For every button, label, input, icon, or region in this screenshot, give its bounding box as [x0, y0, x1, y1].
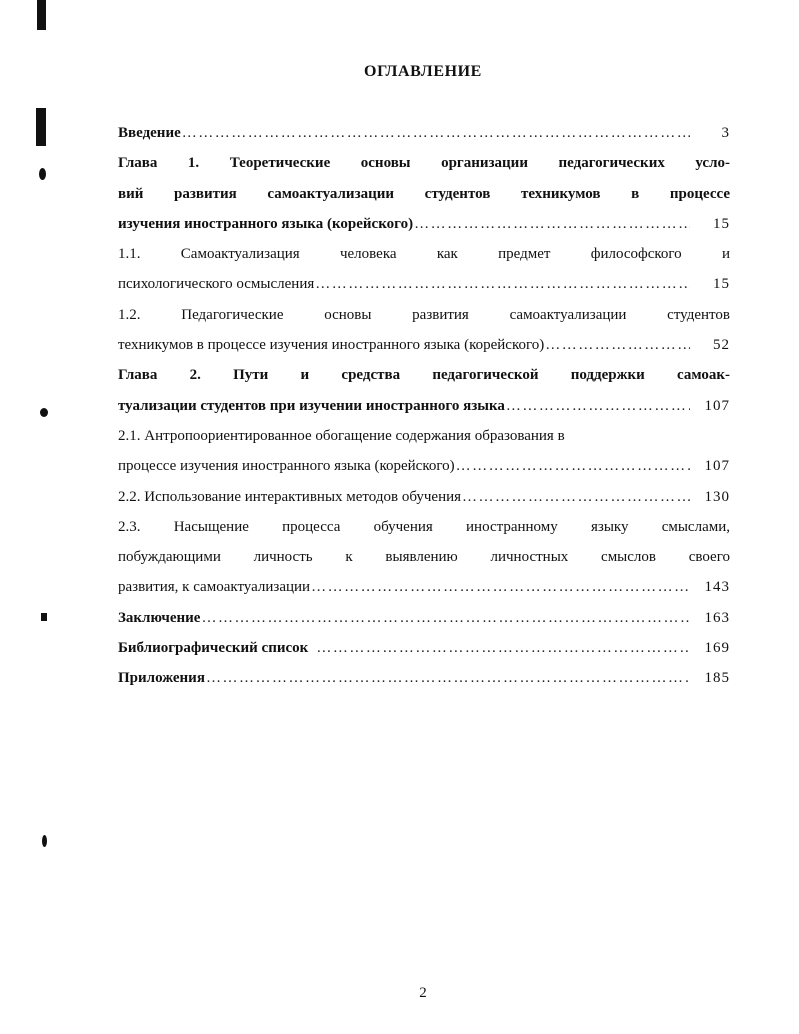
toc-entry-appendices[interactable] — [118, 663, 730, 693]
leader-dots — [201, 603, 690, 633]
toc-entry-section-2-1[interactable] — [118, 421, 730, 451]
leader-dots — [316, 633, 690, 663]
toc-page-number: 107 — [704, 458, 730, 475]
leader-dots — [315, 269, 690, 299]
toc-entry-section-1-2[interactable]: 1.2. Педагогические основы развития самоактуализации студентов — [118, 306, 730, 323]
toc-entry-section-1-2-last — [118, 330, 730, 360]
toc-entry-chapter-1-cont: вий развития самоактуализации студентов техникумов в процессе — [118, 185, 730, 202]
toc-entry-section-2-1-last — [118, 451, 730, 481]
toc-entry-chapter-2-last — [118, 391, 730, 421]
toc-entry-text: развития, к самоактуализации — [118, 579, 311, 596]
toc-entry-text: Библиографический список — [118, 640, 309, 657]
toc-entry-text: 2.2. Использование интерактивных методов обучения — [118, 488, 462, 505]
toc-page-number: 107 — [704, 397, 730, 414]
toc-page-number: 3 — [721, 125, 730, 141]
toc-entry-intro[interactable] — [118, 118, 730, 148]
toc-page-number: 143 — [704, 579, 730, 596]
page-title: ОГЛАВЛЕНИЕ — [364, 63, 482, 80]
toc-entry-text: Заключение — [118, 609, 201, 626]
toc-entry-section-1-1-last — [118, 269, 730, 299]
scan-artifact — [40, 408, 48, 417]
scan-artifact — [37, 0, 46, 30]
toc-page-number: 52 — [713, 337, 730, 354]
toc-entry-section-2-2[interactable] — [118, 482, 730, 512]
toc-page-number: 163 — [704, 609, 730, 626]
toc-entry-conclusion[interactable] — [118, 603, 730, 633]
table-of-contents — [118, 118, 730, 694]
toc-page-number: 15 — [713, 276, 730, 293]
toc-entry-text: психологического осмысления — [118, 276, 315, 293]
toc-entry-text: техникумов в процессе изучения иностранного языка (корейского) — [118, 337, 545, 354]
scan-artifact — [41, 613, 47, 621]
leader-dots — [182, 118, 690, 148]
leader-dots — [462, 482, 690, 512]
leader-dots — [414, 209, 690, 239]
leader-dots — [456, 451, 690, 481]
toc-page-number: 15 — [713, 215, 730, 232]
toc-entry-text: Введение — [118, 125, 181, 141]
scan-artifact — [42, 835, 47, 847]
toc-entry-section-1-1[interactable]: 1.1. Самоактуализация человека как предмет философского и — [118, 246, 730, 263]
toc-entry-section-2-3-cont: побуждающими личность к выявлению личностных смыслов своего — [118, 549, 730, 566]
toc-entry-text: 2.1. Антропоориентированное обогащение содержания образования в — [118, 427, 565, 444]
toc-entry-chapter-2[interactable]: Глава 2. Пути и средства педагогической поддержки самоак- — [118, 367, 730, 384]
scan-artifact — [36, 108, 46, 146]
scan-artifact — [39, 168, 46, 180]
leader-dots — [545, 330, 690, 360]
toc-entry-chapter-1-last — [118, 209, 730, 239]
toc-entry-text: процессе изучения иностранного языка (корейского) — [118, 458, 455, 475]
toc-page-number: 185 — [704, 670, 730, 687]
toc-entry-text: туализации студентов при изучении иностранного языка — [118, 397, 505, 414]
toc-entry-section-2-3[interactable]: 2.3. Насыщение процесса обучения иностранному языку смыслами, — [118, 518, 730, 535]
toc-entry-chapter-1[interactable]: Глава 1. Теоретические основы организации педагогических усло- — [118, 155, 730, 172]
leader-dots — [206, 663, 690, 693]
leader-dots — [311, 572, 690, 602]
toc-entry-text: изучения иностранного языка (корейского) — [118, 215, 414, 232]
toc-page-number: 130 — [704, 488, 730, 505]
toc-entry-text: Приложения — [118, 670, 205, 687]
leader-dots — [506, 391, 690, 421]
toc-page-number: 169 — [704, 640, 730, 657]
toc-entry-section-2-3-last — [118, 572, 730, 602]
toc-entry-bibliography[interactable] — [118, 633, 730, 663]
page-number: 2 — [419, 985, 427, 1001]
